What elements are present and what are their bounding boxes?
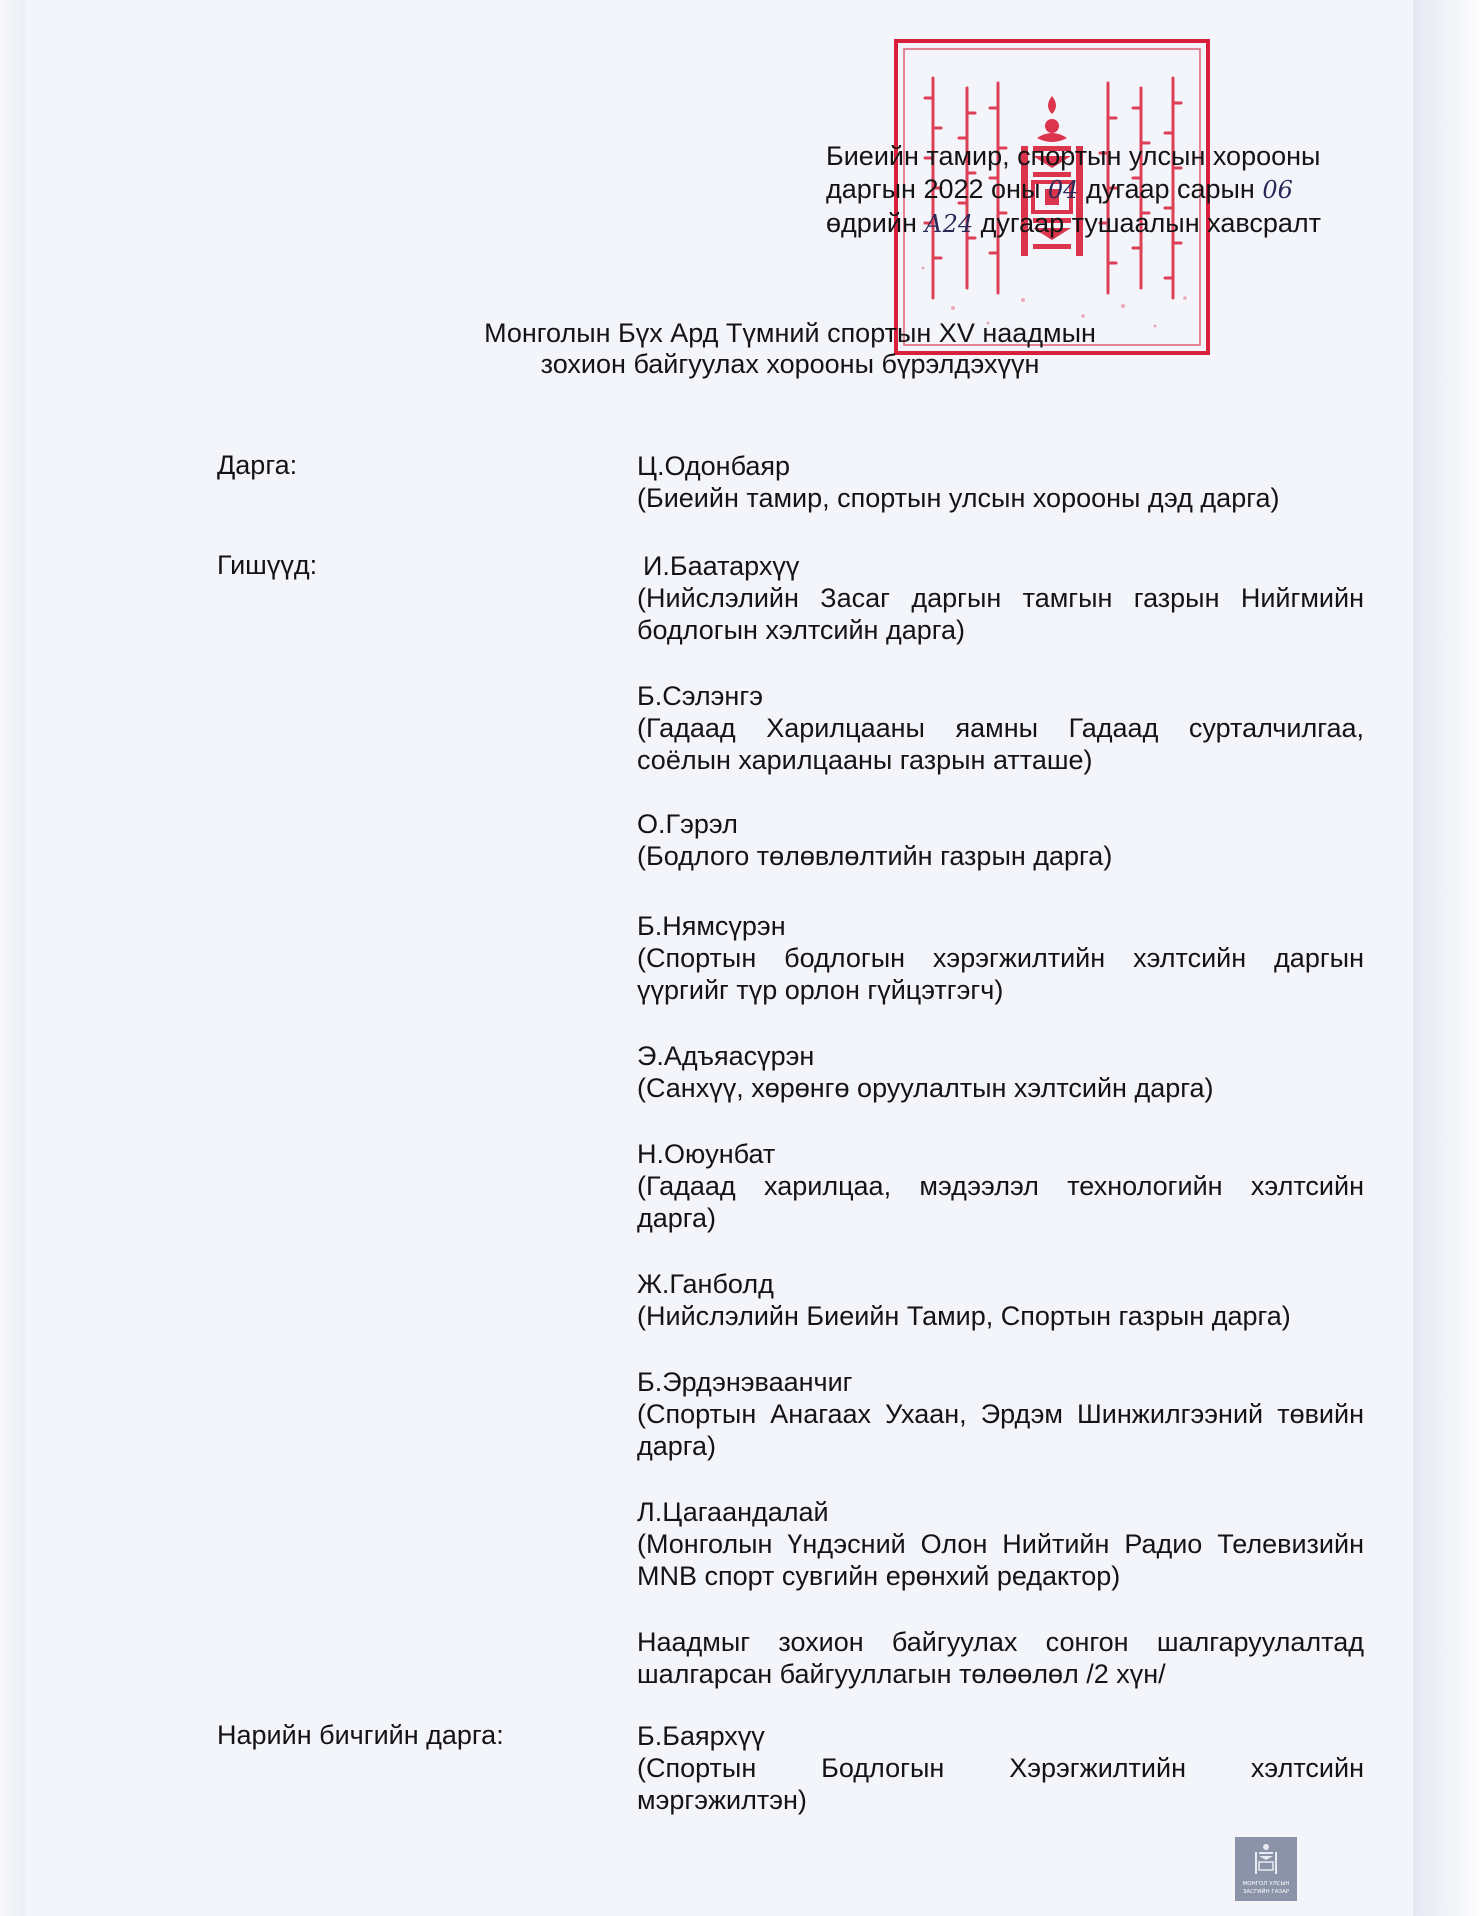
member-name: Ж.Ганболд bbox=[637, 1269, 774, 1299]
chair-name: Ц.Одонбаяр bbox=[637, 451, 791, 481]
members-label: Гишүүд: bbox=[217, 550, 318, 580]
member-position: (Гадаад харилцаа, мэдээлэл технологийн хэлтсийн дарга) bbox=[637, 1171, 1364, 1233]
logo-text-line-2: ЗАСГИЙН ГАЗАР bbox=[1242, 1889, 1290, 1895]
member-position: (Нийслэлийн Засаг даргын тамгын газрын Нийгмийн бодлогын хэлтсийн дарга) bbox=[637, 583, 1364, 645]
attachment-line-1: Биеийн тамир, спортын улсын хорооны bbox=[826, 141, 1321, 171]
attachment-line-3-text-a: өдрийн bbox=[826, 208, 917, 238]
member-entry bbox=[637, 1268, 1364, 1332]
document-title-line-1: Монголын Бүх Ард Түмний спортын XV наадмын bbox=[484, 318, 1096, 348]
scan-edge-right bbox=[1413, 0, 1483, 1916]
selected-organization-note bbox=[637, 1626, 1364, 1690]
member-name: Б.Нямсүрэн bbox=[637, 911, 786, 941]
member-name: О.Гэрэл bbox=[637, 809, 738, 839]
member-entry bbox=[637, 1496, 1364, 1592]
member-entry bbox=[637, 1138, 1364, 1234]
government-logo-icon bbox=[1235, 1837, 1297, 1901]
handwritten-day: 06 bbox=[1262, 176, 1293, 204]
member-position: (Бодлого төлөвлөлтийн газрын дарга) bbox=[637, 841, 1113, 871]
chair-entry bbox=[637, 450, 1364, 514]
secretary-label: Нарийн бичгийн дарга: bbox=[217, 1720, 504, 1750]
secretary-entry bbox=[637, 1720, 1364, 1816]
member-position: (Гадаад Харилцааны яамны Гадаад сурталчилгаа, соёлын харилцааны газрын атташе) bbox=[637, 713, 1364, 775]
member-entry bbox=[637, 910, 1364, 1006]
member-entry bbox=[637, 1366, 1364, 1462]
member-name: Л.Цагаандалай bbox=[637, 1497, 829, 1527]
handwritten-order-number: А24 bbox=[924, 210, 974, 238]
secretary-name: Б.Баярхүү bbox=[637, 1721, 765, 1751]
member-position: (Нийслэлийн Биеийн Тамир, Спортын газрын дарга) bbox=[637, 1301, 1291, 1331]
logo-text-line-1: МОНГОЛ УЛСЫН bbox=[1242, 1881, 1290, 1887]
member-entry bbox=[637, 582, 1364, 646]
member-entry bbox=[637, 680, 1364, 776]
selected-organization-text: Наадмыг зохион байгуулах сонгон шалгаруулалтад шалгарсан байгууллагын төлөөлөл /2 хүн/ bbox=[637, 1627, 1364, 1689]
member-position: (Санхүү, хөрөнгө оруулалтын хэлтсийн дарга) bbox=[637, 1073, 1214, 1103]
chair-label: Дарга: bbox=[217, 450, 298, 480]
member-position: (Спортын бодлогын хэрэгжилтийн хэлтсийн даргын үүргийг түр орлон гүйцэтгэгч) bbox=[637, 943, 1364, 1005]
member-entry bbox=[637, 1040, 1364, 1104]
member-name: И.Баатархүү bbox=[643, 551, 800, 581]
member-name: Б.Эрдэнэваанчиг bbox=[637, 1367, 853, 1397]
member-name: Б.Сэлэнгэ bbox=[637, 681, 763, 711]
document-title-line-2: зохион байгуулах хорооны бүрэлдэхүүн bbox=[540, 349, 1040, 379]
handwritten-month: 04 bbox=[1047, 176, 1079, 204]
member-entry bbox=[643, 550, 1370, 582]
document-title bbox=[400, 318, 1180, 380]
attachment-line-3-text-b: дугаар тушаалын хавсралт bbox=[980, 208, 1322, 238]
member-position: (Монголын Үндэсний Олон Нийтийн Радио Телевизийн MNB спорт сувгийн ерөнхий редактор) bbox=[637, 1529, 1364, 1591]
member-name: Э.Адъяасүрэн bbox=[637, 1041, 815, 1071]
member-name: Н.Оюунбат bbox=[637, 1139, 776, 1169]
member-entry bbox=[637, 808, 1364, 872]
scan-edge-left bbox=[0, 0, 26, 1916]
secretary-position: (Спортын Бодлогын Хэрэгжилтийн хэлтсийн мэргэжилтэн) bbox=[637, 1753, 1364, 1815]
attachment-line-3 bbox=[826, 207, 1346, 241]
member-position: (Спортын Анагаах Ухаан, Эрдэм Шинжилгээний төвийн дарга) bbox=[637, 1399, 1364, 1461]
attachment-line-2 bbox=[826, 173, 1346, 207]
attachment-line-2-text-b: дугаар сарын bbox=[1085, 174, 1255, 204]
chair-position: (Биеийн тамир, спортын улсын хорооны дэд дарга) bbox=[637, 483, 1280, 513]
attachment-note bbox=[826, 140, 1346, 241]
attachment-line-2-text-a: даргын 2022 оны bbox=[826, 174, 1041, 204]
